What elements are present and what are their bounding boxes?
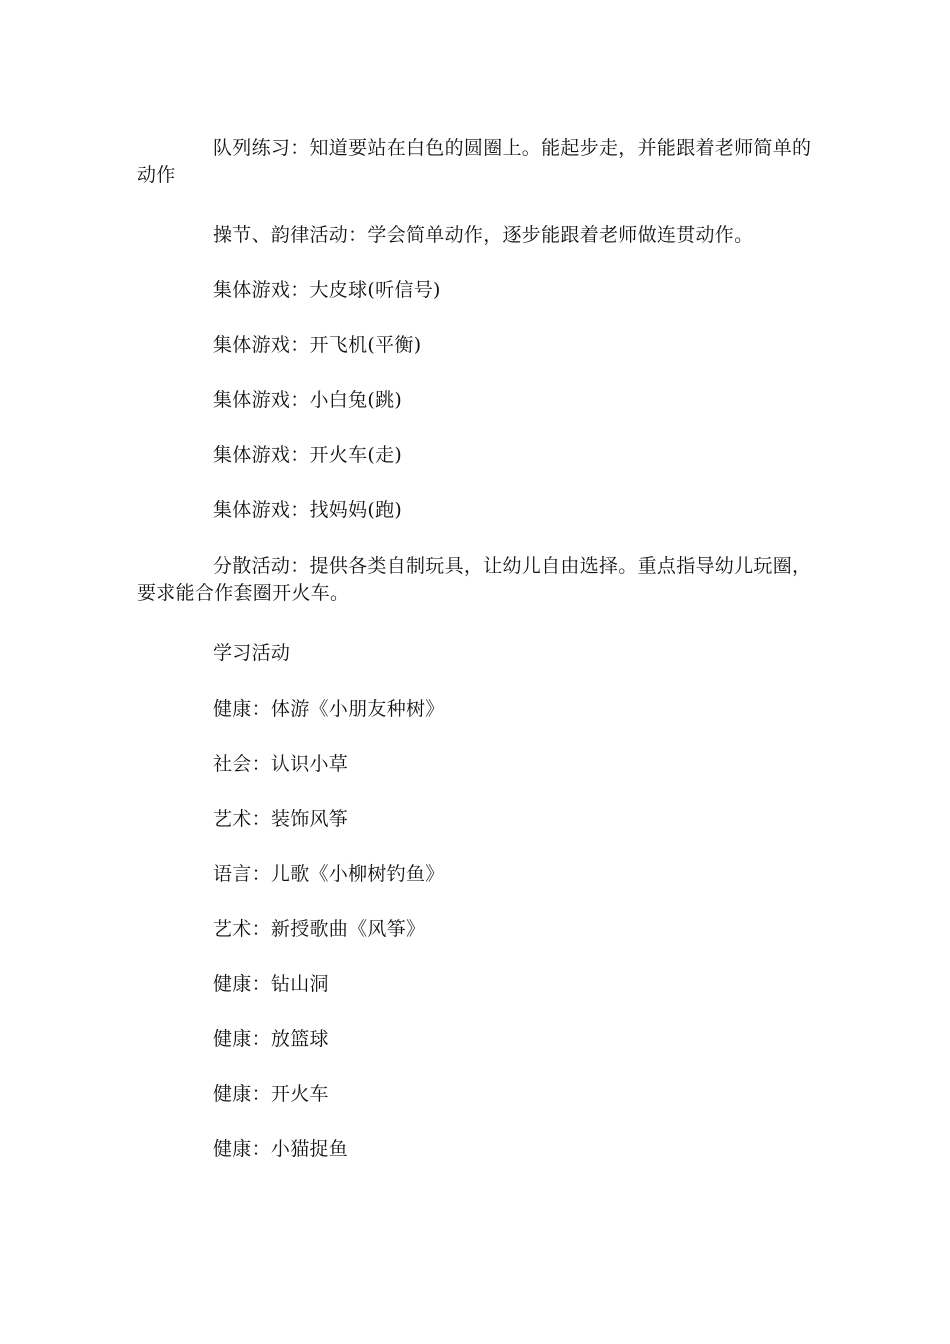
list-item-health-train: 健康：开火车 <box>213 1083 329 1105</box>
paragraph-exercise-rhythm: 操节、韵律活动：学会简单动作，逐步能跟着老师做连贯动作。 <box>213 224 754 246</box>
list-item-society-grass: 社会：认识小草 <box>213 753 349 775</box>
paragraph-game-ball: 集体游戏：大皮球(听信号) <box>213 279 441 301</box>
list-item-art-kite-song: 艺术：新授歌曲《风筝》 <box>213 918 426 940</box>
paragraph-free-activity: 分散活动：提供各类自制玩具，让幼儿自由选择。重点指导幼儿玩圈，要求能合作套圈开火车。 <box>137 555 812 604</box>
list-item-health-tunnel: 健康：钻山洞 <box>213 973 329 995</box>
paragraph-game-mother: 集体游戏：找妈妈(跑) <box>213 499 403 521</box>
paragraph-game-train: 集体游戏：开火车(走) <box>213 444 403 466</box>
section-heading-learning: 学习活动 <box>213 642 291 664</box>
list-item-language-rhyme: 语言：儿歌《小柳树钓鱼》 <box>213 863 445 885</box>
paragraph-game-rabbit: 集体游戏：小白兔(跳) <box>213 389 403 411</box>
list-item-art-kite-decor: 艺术：装饰风筝 <box>213 808 349 830</box>
list-item-health-tree: 健康：体游《小朋友种树》 <box>213 698 445 720</box>
list-item-health-basketball: 健康：放篮球 <box>213 1028 329 1050</box>
list-item-health-cat-fish: 健康：小猫捉鱼 <box>213 1138 349 1160</box>
paragraph-game-airplane: 集体游戏：开飞机(平衡) <box>213 334 422 356</box>
paragraph-queue-practice: 队列练习：知道要站在白色的圆圈上。能起步走，并能跟着老师简单的动作 <box>137 137 812 186</box>
